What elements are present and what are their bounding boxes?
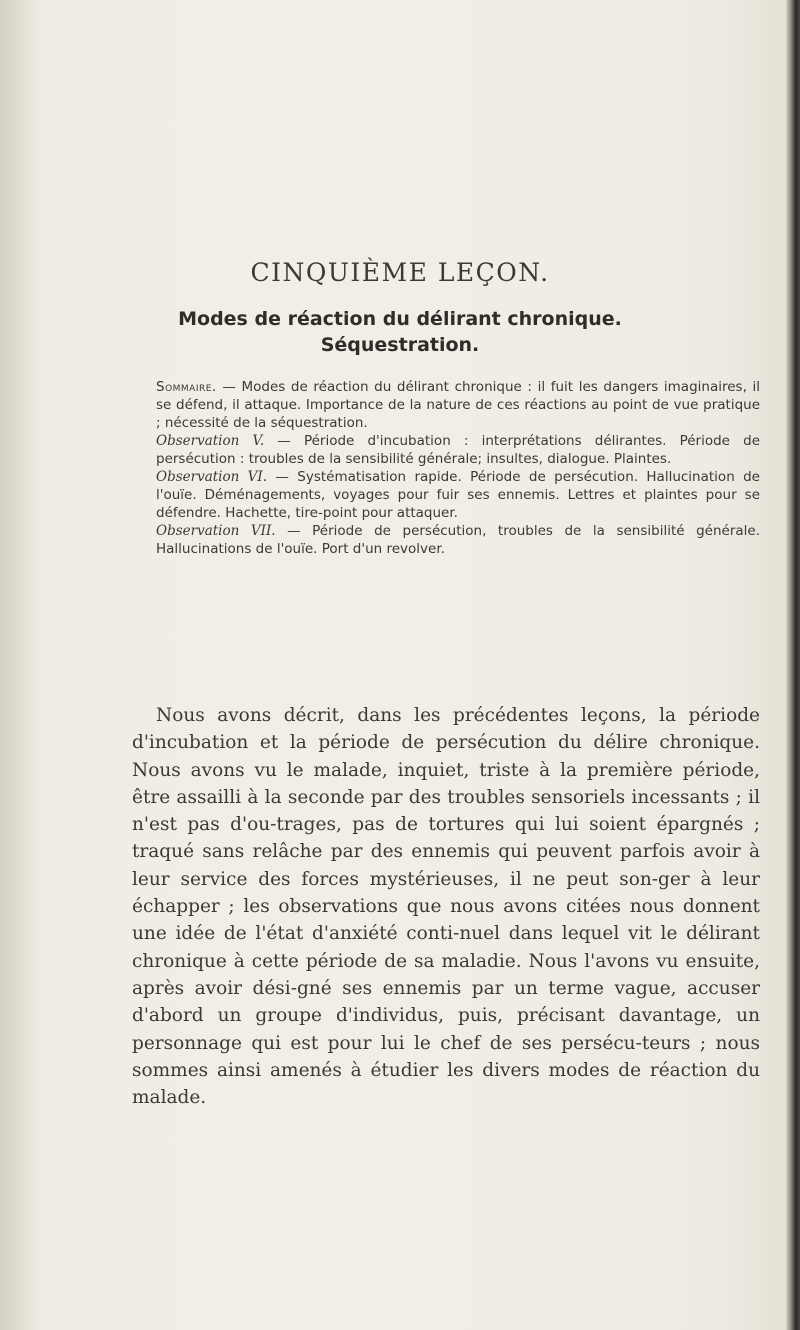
body-paragraph: Nous avons décrit, dans les précédentes leçons, la période d'incubation et la période de persécution du délire chronique. Nous avons vu le malade, inquiet, triste à la première période, être assailli à la seconde par des troubles sensoriels incessants ; il n'est pas d'ou-trages, pas de tortures qui lui soient épargnés ; traqué sans relâche par des ennemis qui peuvent parfois avoir à leur service des forces mystérieuses, il ne peut son-ger à leur échapper ; les observations que nous avons citées nous donnent une idée de l'état d'anxiété conti-nuel dans lequel vit le délirant chronique à cette période de sa maladie. Nous l'avons vu ensuite, après avoir dési-gné ses ennemis par un terme vague, accuser d'abord un groupe d'individus, puis, précisant davantage, un personnage qui est pour lui le chef de ses persécu-teurs ; nous sommes ainsi amenés à étudier les divers modes de réaction du malade. bbox=[132, 705, 760, 1109]
lesson-title-line-2: Séquestration. bbox=[320, 334, 480, 356]
chapter-title: CINQUIÈME LEÇON. bbox=[250, 258, 550, 287]
observation-label: Observation VII. bbox=[156, 523, 276, 539]
summary-label: Sommaire. bbox=[156, 379, 217, 395]
summary-block bbox=[132, 378, 760, 558]
summary-intro bbox=[132, 378, 760, 432]
lesson-title bbox=[0, 306, 800, 358]
observation-label: Observation VI. bbox=[156, 469, 268, 485]
summary-observation bbox=[132, 468, 760, 522]
lesson-title-line-1: Modes de réaction du délirant chronique. bbox=[178, 308, 622, 330]
summary-observation bbox=[132, 432, 760, 468]
observation-text: — Période de persécution, troubles de la sensibilité générale. Hallucinations de l'ouïe. Port d'un revolver. bbox=[156, 523, 761, 557]
observation-text: — Systématisation rapide. Période de persécution. Hallucination de l'ouïe. Déménagements, voyages pour fuir ses ennemis. Lettres et plaintes pour se défendre. Hachette, tire-point pour attaquer. bbox=[156, 469, 760, 521]
summary-observation bbox=[132, 522, 760, 558]
page-binding-edge bbox=[786, 0, 800, 1330]
summary-intro-text: — Modes de réaction du délirant chronique : il fuit les dangers imaginaires, il se défend, il attaque. Importance de la nature de ces réactions au point de vue pratique ; nécessité de la séquestration. bbox=[156, 379, 760, 431]
observation-text: — Période d'incubation : interprétations délirantes. Période de persécution : troubles de la sensibilité générale; insultes, dialogue. Plaintes. bbox=[156, 433, 761, 467]
page-left-margin-shadow bbox=[0, 0, 40, 1330]
observation-label: Observation V. bbox=[156, 433, 265, 449]
